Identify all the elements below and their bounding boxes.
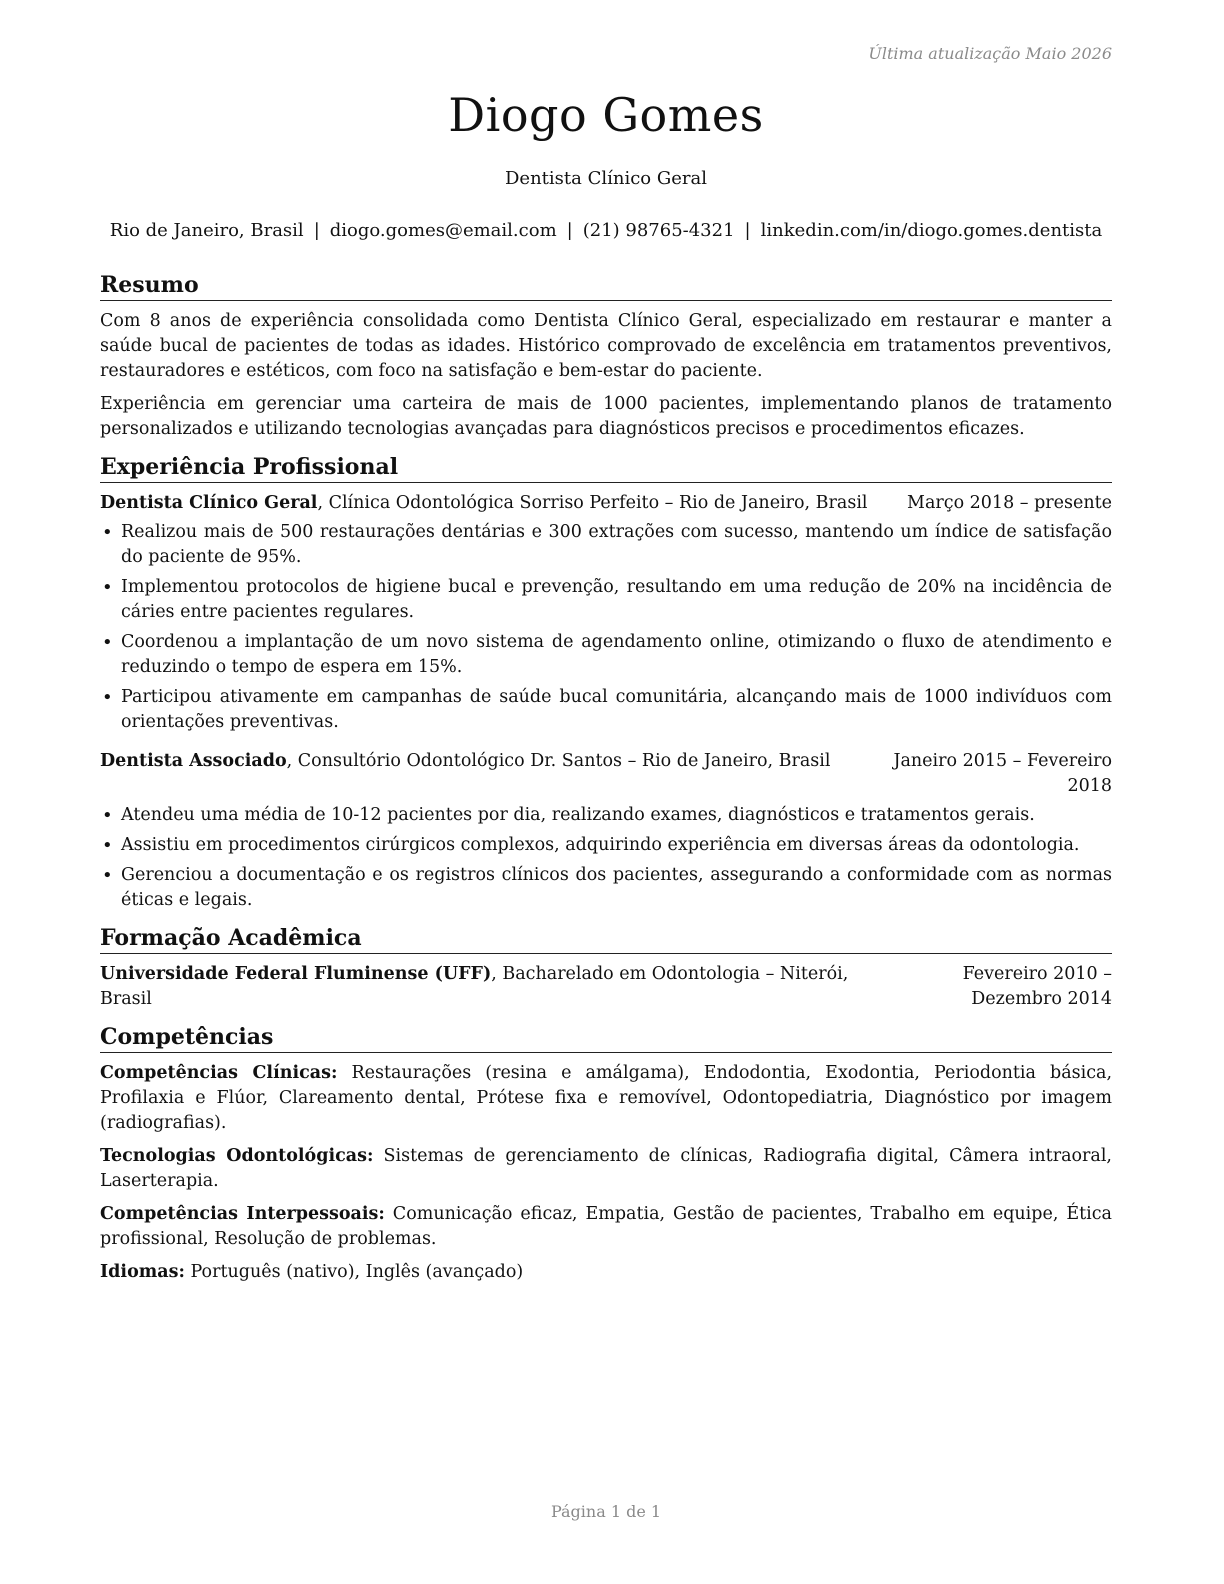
summary-paragraph: Com 8 anos de experiência consolidada como Dentista Clínico Geral, especializado em restaurar e manter a saúde bucal de pacientes de todas as idades. Histórico comprovado de excelência em tratamentos preventivos, restauradores e estéticos, com foco na satisfação e bem-estar do paciente. xyxy=(100,311,1112,381)
skill-line xyxy=(100,1202,1112,1252)
section-heading: Experiência Profissional xyxy=(100,452,1112,483)
contact-phone: (21) 98765-4321 xyxy=(582,220,735,241)
job-bullets xyxy=(100,803,1112,913)
job-header xyxy=(100,749,1112,799)
skill-text: Comunicação eficaz, Empatia, Gestão de pacientes, Trabalho em equipe, Ética profissional, Resolução de problemas. xyxy=(100,1204,1112,1249)
resume-content xyxy=(100,270,1112,1295)
skill-label: Competências Clínicas: xyxy=(100,1063,338,1083)
candidate-name: Diogo Gomes xyxy=(448,88,764,142)
education-dates: Fevereiro 2010 – Dezembro 2014 xyxy=(962,964,1112,1009)
contact-separator: | xyxy=(313,220,320,241)
job-title: Dentista Associado xyxy=(100,751,287,771)
list-item: • Implementou protocolos de higiene bucal e prevenção, resultando em uma redução de 20% na incidência de cáries entre pacientes regulares. xyxy=(100,575,1112,625)
job-entry xyxy=(100,749,1112,913)
skill-label: Idiomas: xyxy=(100,1262,185,1282)
job-dates: Março 2018 – presente xyxy=(907,493,1112,513)
school-name: Universidade Federal Fluminense (UFF) xyxy=(100,964,492,984)
contact-separator: | xyxy=(744,220,751,241)
job-header xyxy=(100,491,1112,516)
page-number: Página 1 de 1 xyxy=(550,1502,662,1521)
list-item: • Participou ativamente em campanhas de saúde bucal comunitária, alcançando mais de 1000 indivíduos com orientações preventivas. xyxy=(100,685,1112,735)
skill-line xyxy=(100,1260,1112,1285)
skill-text: Português (nativo), Inglês (avançado) xyxy=(184,1262,524,1282)
education-entry xyxy=(100,962,1112,1012)
education-section xyxy=(100,923,1112,1012)
list-item: • Assistiu em procedimentos cirúrgicos complexos, adquirindo experiência em diversas áreas da odontologia. xyxy=(100,833,1112,858)
contact-line xyxy=(100,220,1112,241)
skill-line xyxy=(100,1061,1112,1136)
contact-location: Rio de Janeiro, Brasil xyxy=(109,220,304,241)
job-bullets xyxy=(100,520,1112,735)
contact-email[interactable]: diogo.gomes@email.com xyxy=(329,220,557,241)
candidate-role: Dentista Clínico Geral xyxy=(505,168,707,189)
skill-line xyxy=(100,1144,1112,1194)
list-item: • Coordenou a implantação de um novo sistema de agendamento online, otimizando o fluxo de atendimento e reduzindo o tempo de espera em 15%. xyxy=(100,630,1112,680)
skill-label: Competências Interpessoais: xyxy=(100,1204,385,1224)
skill-text: Restaurações (resina e amálgama), Endodontia, Exodontia, Periodontia básica, Profilaxia e Flúor, Clareamento dental, Prótese fixa e removível, Odontopediatria, Diagnóstico por imagem (radiografias). xyxy=(100,1063,1113,1133)
contact-linkedin[interactable]: linkedin.com/in/diogo.gomes.dentista xyxy=(760,220,1103,241)
job-entry xyxy=(100,491,1112,735)
skill-text: Sistemas de gerenciamento de clínicas, Radiografia digital, Câmera intraoral, Laserterapia. xyxy=(100,1146,1112,1191)
summary-section xyxy=(100,270,1112,442)
list-item: • Gerenciou a documentação e os registros clínicos dos pacientes, assegurando a conformidade com as normas éticas e legais. xyxy=(100,863,1112,913)
section-heading: Formação Acadêmica xyxy=(100,923,1112,954)
skill-label: Tecnologias Odontológicas: xyxy=(100,1146,374,1166)
section-heading: Resumo xyxy=(100,270,1112,301)
job-dates: Janeiro 2015 – Fevereiro 2018 xyxy=(893,751,1112,796)
contact-separator: | xyxy=(566,220,573,241)
summary-paragraph: Experiência em gerenciar uma carteira de mais de 1000 pacientes, implementando planos de tratamento personalizados e utilizando tecnologias avançadas para diagnósticos precisos e procedimentos eficazes. xyxy=(100,394,1112,439)
job-org: , Consultório Odontológico Dr. Santos – Rio de Janeiro, Brasil xyxy=(286,751,831,771)
skills-section xyxy=(100,1022,1112,1285)
degree: , Bacharelado em Odontologia – Niterói, Brasil xyxy=(100,964,849,1009)
last-updated: Última atualização Maio 2026 xyxy=(868,44,1112,63)
section-heading: Competências xyxy=(100,1022,1112,1053)
experience-section xyxy=(100,452,1112,913)
list-item: • Atendeu uma média de 10-12 pacientes por dia, realizando exames, diagnósticos e tratamentos gerais. xyxy=(100,803,1112,828)
job-org: , Clínica Odontológica Sorriso Perfeito – Rio de Janeiro, Brasil xyxy=(317,493,868,513)
job-title: Dentista Clínico Geral xyxy=(100,493,318,513)
list-item: • Realizou mais de 500 restaurações dentárias e 300 extrações com sucesso, mantendo um índice de satisfação do paciente de 95%. xyxy=(100,520,1112,570)
